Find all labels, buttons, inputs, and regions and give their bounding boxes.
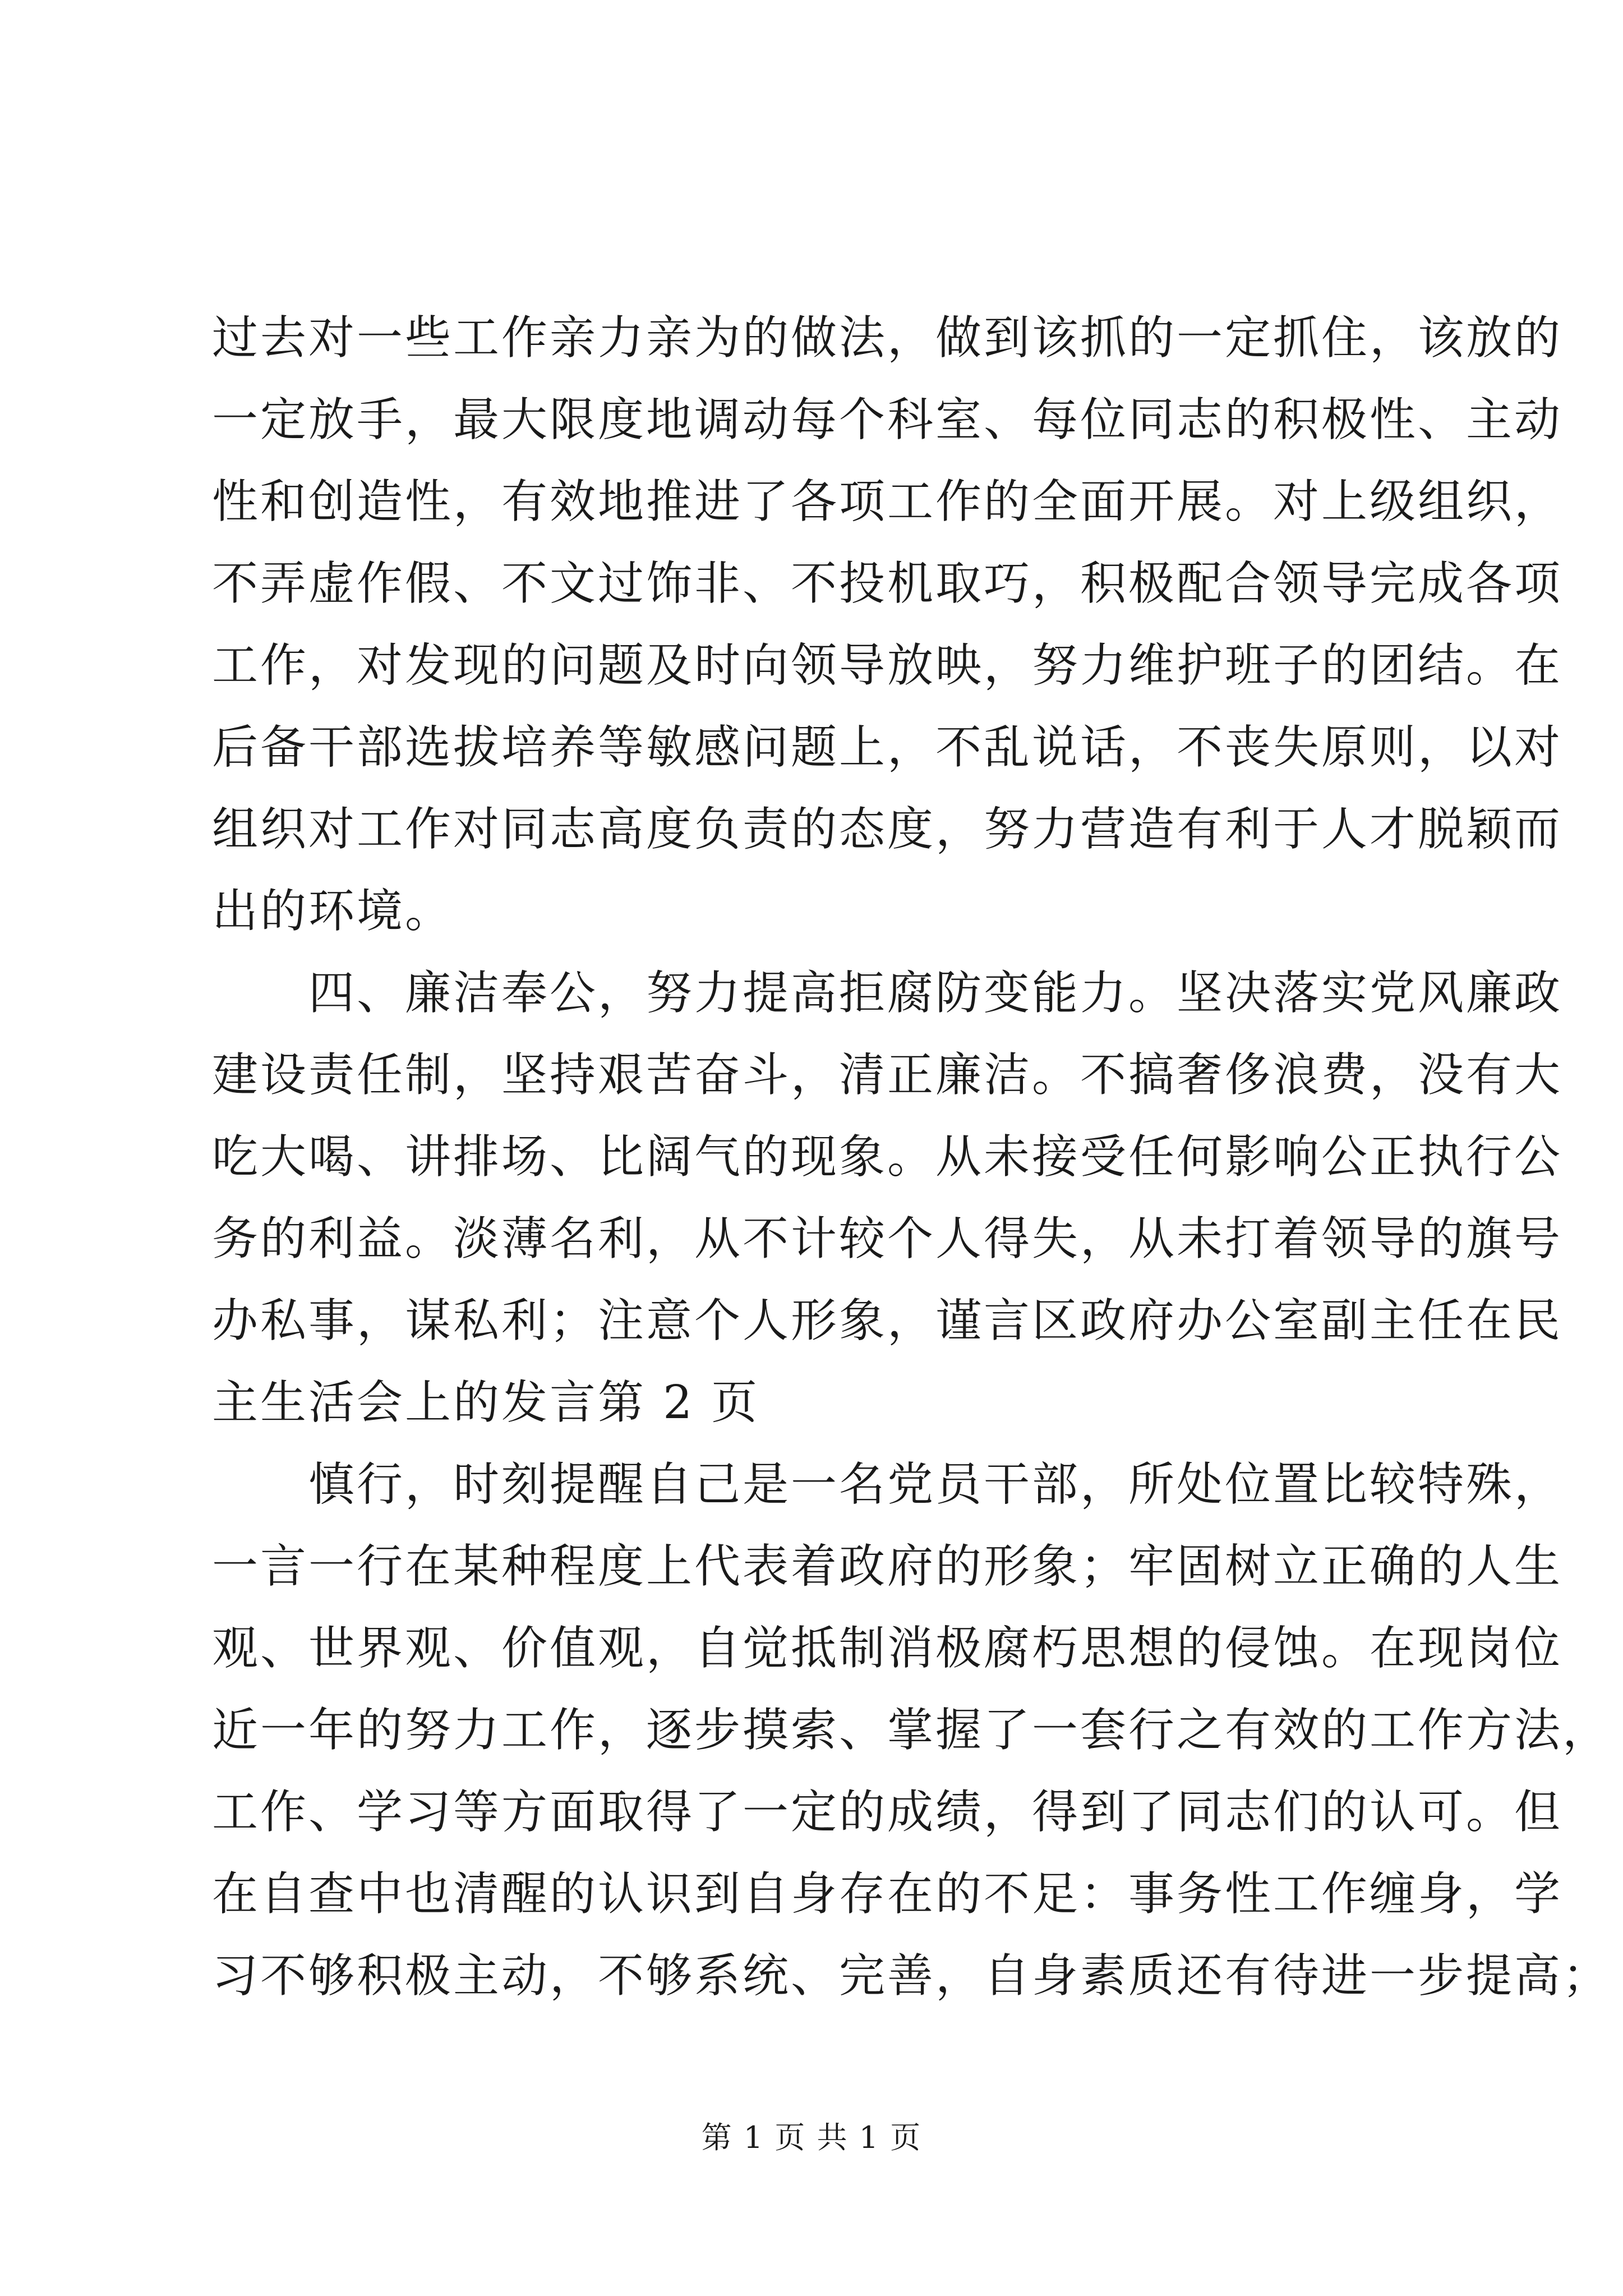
text-line: 观、世界观、价值观，自觉抵制消极腐朽思想的侵蚀。在现岗位 xyxy=(212,1622,1563,1675)
text-line: 一言一行在某种程度上代表着政府的形象；牢固树立正确的人生 xyxy=(212,1540,1563,1593)
text-line: 习不够积极主动，不够系统、完善，自身素质还有待进一步提高； xyxy=(212,1949,1611,2003)
text-line: 近一年的努力工作，逐步摸索、掌握了一套行之有效的工作方法， xyxy=(212,1704,1611,1757)
body-text xyxy=(212,297,1611,2017)
text-line: 出的环境。 xyxy=(212,885,454,938)
text-line: 工作、学习等方面取得了一定的成绩，得到了同志们的认可。但 xyxy=(212,1786,1563,1839)
text-line: 一定放手，最大限度地调动每个科室、每位同志的积极性、主动 xyxy=(212,393,1563,447)
text-line: 四、廉洁奉公，努力提高拒腐防变能力。坚决落实党风廉政 xyxy=(212,967,1563,1020)
text-line: 不弄虚作假、不文过饰非、不投机取巧，积极配合领导完成各项 xyxy=(212,557,1563,610)
text-line: 办私事，谋私利；注意个人形象，谨言区政府办公室副主任在民 xyxy=(212,1294,1563,1347)
text-line: 组织对工作对同志高度负责的态度，努力营造有利于人才脱颖而 xyxy=(212,803,1563,856)
text-line: 建设责任制，坚持艰苦奋斗，清正廉洁。不搞奢侈浪费，没有大 xyxy=(212,1048,1563,1102)
page-footer: 第 1 页 共 1 页 xyxy=(701,2120,922,2155)
text-line: 主生活会上的发言第 2 页 xyxy=(212,1376,760,1429)
text-line: 工作，对发现的问题及时向领导放映，努力维护班子的团结。在 xyxy=(212,639,1563,692)
text-line: 慎行，时刻提醒自己是一名党员干部，所处位置比较特殊， xyxy=(212,1458,1563,1511)
text-line: 务的利益。淡薄名利，从不计较个人得失，从未打着领导的旗号 xyxy=(212,1212,1563,1266)
text-line: 在自查中也清醒的认识到自身存在的不足：事务性工作缠身，学 xyxy=(212,1867,1563,1921)
text-line: 吃大喝、讲排场、比阔气的现象。从未接受任何影响公正执行公 xyxy=(212,1130,1563,1184)
text-line: 过去对一些工作亲力亲为的做法，做到该抓的一定抓住，该放的 xyxy=(212,311,1563,365)
text-line: 后备干部选拔培养等敏感问题上，不乱说话，不丧失原则，以对 xyxy=(212,721,1563,774)
text-line: 性和创造性，有效地推进了各项工作的全面开展。对上级组织， xyxy=(212,475,1563,528)
